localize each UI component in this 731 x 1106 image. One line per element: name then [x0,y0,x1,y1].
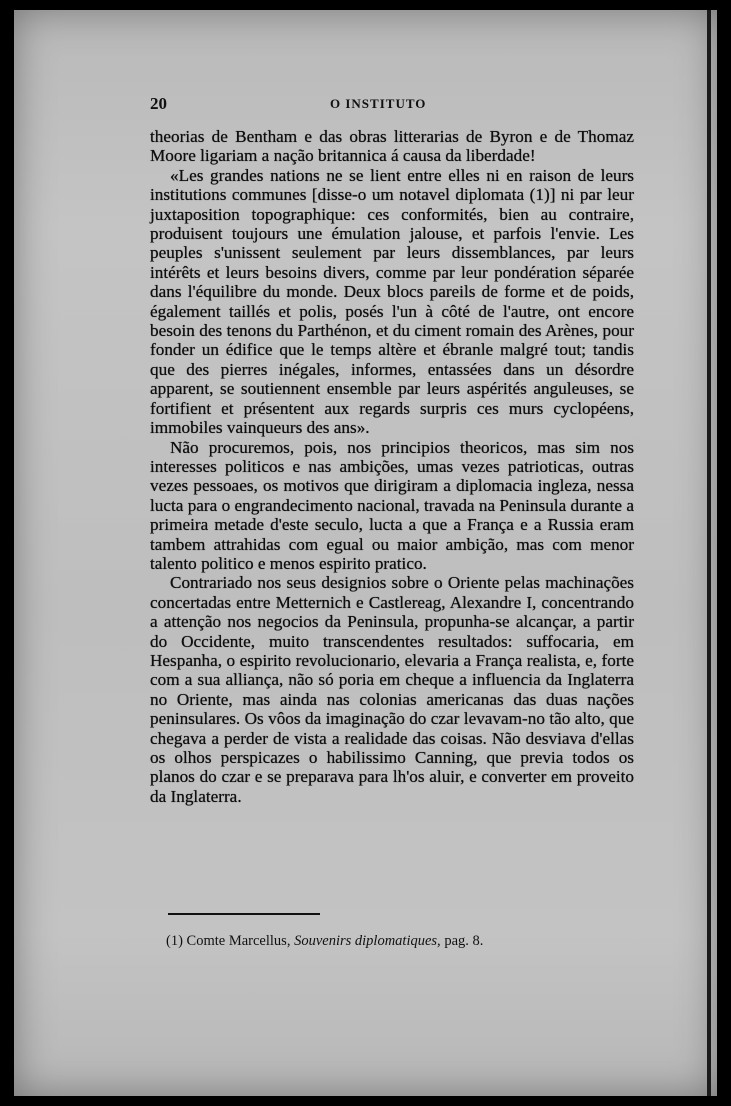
footnote-divider [168,913,320,915]
journal-title: O INSTITUTO [330,96,427,111]
footnote-page: pag. 8. [444,933,484,949]
page-edge-shadow [707,10,711,1096]
footnote-marker: (1) [166,933,183,949]
footnote-author: Comte Marcellus, [186,933,291,949]
page-number: 20 [150,94,167,113]
paragraph-alexandre: Contrariado nos seus designios sobre o Oriente pelas machinações concertadas entre Metternich e Castlereag, Alexandre I, concentrando a attenção nos negocios da Peninsula, propunha-se alcançar, a partir do Occidente, muito transcendentes resultados: suffocaria, em Hespanha, o espirito revolucionario, elevaria a França realista, e, forte com a sua alliança, não só poria em cheque a influencia da Inglaterra no Oriente, mas ainda nas colonias americanas das duas nações peninsulares. Os vôos da imaginação do czar levavam-no tão alto, que chegava a perder de vista a realidade das coisas. Não desviava d'ellas os olhos perspicazes o habilissimo Canning, que previa todos os planos do czar e se preparava para lh'os aluir, e converter em proveito da Inglaterra. [150,573,634,806]
body-text [150,127,634,806]
footnote [166,932,606,950]
footnote-work-title: Souvenirs diplomatiques, [294,933,441,949]
running-head [150,94,630,118]
paragraph-quotation: «Les grandes nations ne se lient entre elles ni en raison de leurs institutions communes [disse-o um notavel diplomata (1)] ni par leur juxtaposition topographique: ces conformités, bien au contraire, produisent toujours une émulation jalouse, et parfois l'envie. Les peuples s'unissent seulement par leurs dissemblances, par leurs intérêts et leurs besoins divers, comme par leur pondération séparée dans l'équilibre du monde. Deux blocs pareils de forme et de poids, également taillés et polis, posés l'un à côté de l'autre, ont encore besoin des tenons du Parthénon, et du ciment romain des Arènes, pour fonder un édifice que le temps altère et ébranle malgré tout; tandis que des pierres inégales, informes, entassées dans un désordre apparent, se soutiennent ensemble par leurs aspérités anguleuses, se fortifient et présentent aux regards surpris ces murs cyclopéens, immobiles vainqueurs des ans». [150,165,634,438]
paragraph-continuation: theorias de Bentham e das obras litterarias de Byron e de Thomaz Moore ligariam a nação britannica á causa da liberdade! [150,127,634,166]
paragraph-diplomacy: Não procuremos, pois, nos principios theoricos, mas sim nos interesses politicos e nas ambições, umas vezes patrioticas, outras vezes pessoaes, os motivos que dirigiram a diplomacia ingleza, nessa lucta para o engrandecimento nacional, travada na Peninsula durante a primeira metade d'este seculo, lucta a que a França e a Russia eram tambem attrahidas com egual ou maior ambição, mas com menor talento politico e menos espirito pratico. [150,437,634,573]
